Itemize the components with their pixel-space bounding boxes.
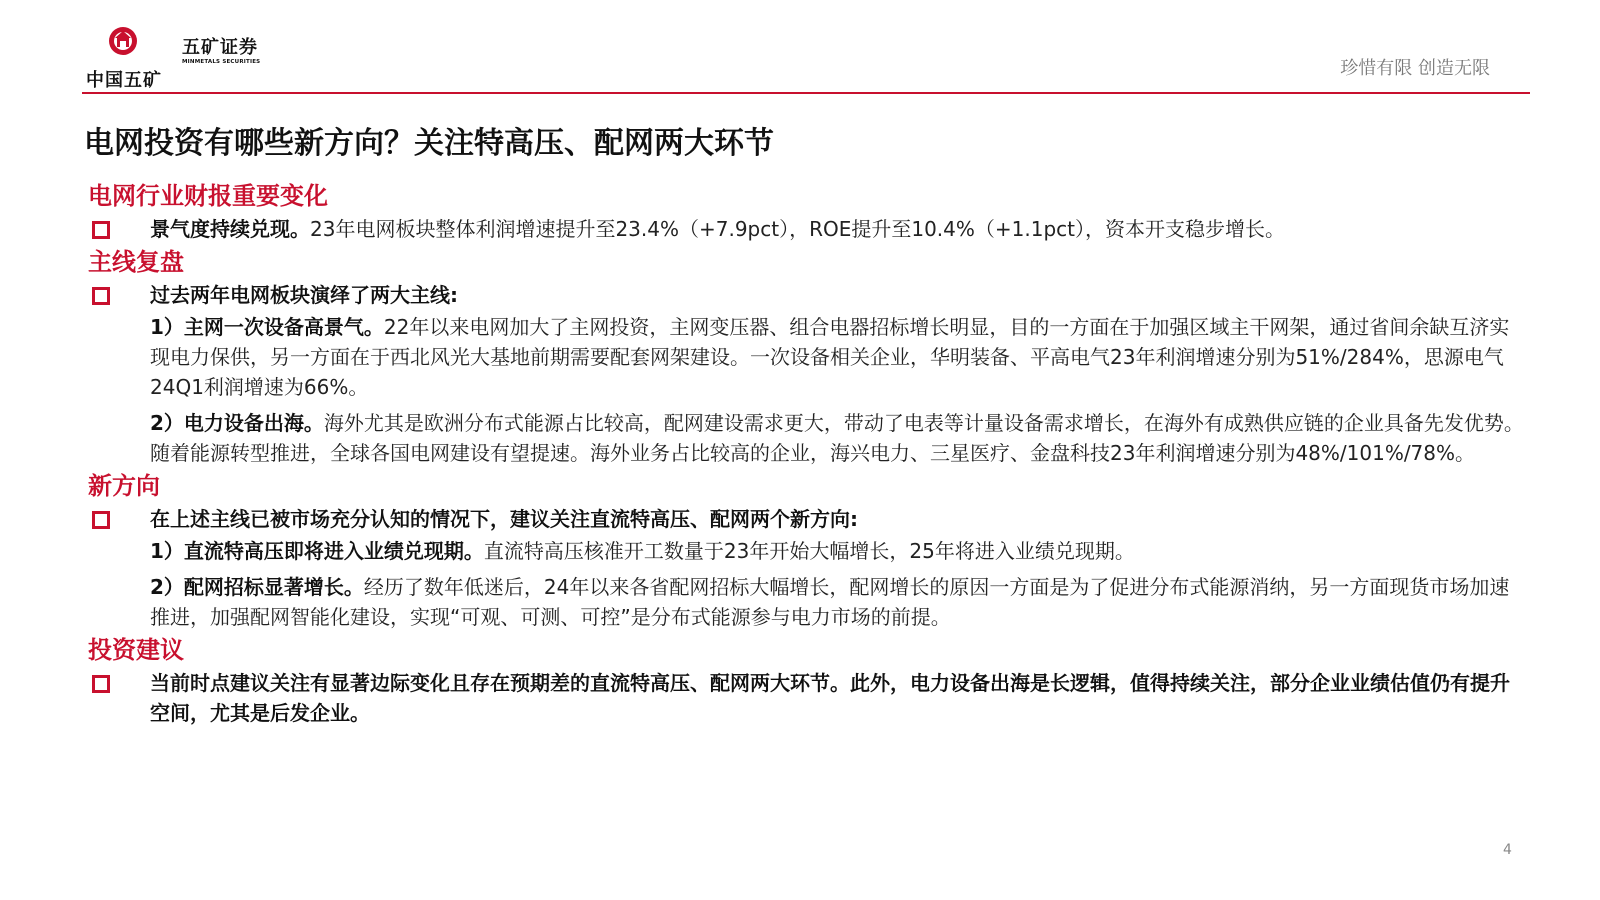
bullet-item: [88, 504, 1528, 534]
section-heading-mainline-review: 主线复盘: [88, 248, 184, 276]
page-header: [0, 0, 1600, 96]
square-bullet-icon: [92, 221, 110, 239]
slogan: 珍惜有限 创造无限: [1340, 58, 1490, 79]
section-heading-investment-advice: 投资建议: [88, 636, 184, 664]
cnmc-emblem-icon: [108, 26, 138, 62]
bullet-bold-text: 景气度持续兑现。: [150, 217, 310, 241]
sub-item-text: 直流特高压核准开工数量于23年开始大幅增长，25年将进入业绩兑现期。: [483, 539, 1135, 563]
minmetals-securities-logo: [182, 38, 260, 66]
sub-item: [88, 312, 1528, 402]
header-divider: [82, 92, 1530, 94]
bullet-item: [88, 214, 1528, 244]
square-bullet-icon: [92, 511, 110, 529]
bullet-item: [88, 280, 1528, 310]
sub-item-text: 海外尤其是欧洲分布式能源占比较高，配网建设需求更大，带动了电表等计量设备需求增长，在海外有成熟供应链的企业具备先发优势。随着能源转型推进，全球各国电网建设有望提速。海外业务占比较高的企业，海兴电力、三星医疗、金盘科技23年利润增速分别为48%/101%/78%。: [150, 411, 1524, 465]
sub-item-bold-text: 2）电力设备出海。: [150, 411, 324, 435]
bullet-bold-text: 过去两年电网板块演绎了两大主线:: [150, 283, 458, 307]
sub-item-bold-text: 1）主网一次设备高景气。: [150, 315, 384, 339]
page-number: 4: [1503, 842, 1512, 858]
main-content: [88, 178, 1528, 728]
sub-item-text: 经历了数年低迷后，24年以来各省配网招标大幅增长，配网增长的原因一方面是为了促进分布式能源消纳，另一方面现货市场加速推进，加强配网智能化建设，实现“可观、可测、可控”是分布式能源参与电力市场的前提。: [150, 575, 1510, 629]
sub-item: [88, 408, 1528, 468]
cnmc-logo-text: 中国五矿: [86, 70, 162, 91]
bullet-bold-text: 在上述主线已被市场充分认知的情况下，建议关注直流特高压、配网两个新方向:: [150, 507, 858, 531]
minmetals-securities-name: 五矿证券: [182, 37, 258, 58]
bullet-text: 23年电网板块整体利润增速提升至23.4%（+7.9pct），ROE提升至10.4%（+1.1pct），资本开支稳步增长。: [310, 217, 1285, 241]
sub-item: [88, 572, 1528, 632]
sub-item-bold-text: 1）直流特高压即将进入业绩兑现期。: [150, 539, 484, 563]
bullet-bold-text: 当前时点建议关注有显著边际变化且存在预期差的直流特高压、配网两大环节。此外，电力设备出海是长逻辑，值得持续关注，部分企业业绩估值仍有提升空间，尤其是后发企业。: [150, 671, 1510, 725]
square-bullet-icon: [92, 287, 110, 305]
cnmc-logo: [82, 26, 162, 90]
minmetals-securities-english: MINMETALS SECURITIES: [182, 59, 261, 65]
sub-item-bold-text: 2）配网招标显著增长。: [150, 575, 364, 599]
sub-item-text: 22年以来电网加大了主网投资，主网变压器、组合电器招标增长明显，目的一方面在于加强区域主干网架，通过省间余缺互济实现电力保供，另一方面在于西北风光大基地前期需要配套网架建设。一次设备相关企业，华明装备、平高电气23年利润增速分别为51%/284%，思源电气24Q1利润增速为66%。: [150, 315, 1510, 399]
page-title: 电网投资有哪些新方向？关注特高压、配网两大环节: [84, 126, 774, 161]
section-heading-new-directions: 新方向: [88, 472, 160, 500]
sub-item: [88, 536, 1528, 566]
square-bullet-icon: [92, 675, 110, 693]
section-heading-financial-changes: 电网行业财报重要变化: [88, 182, 328, 210]
bullet-item: [88, 668, 1528, 728]
